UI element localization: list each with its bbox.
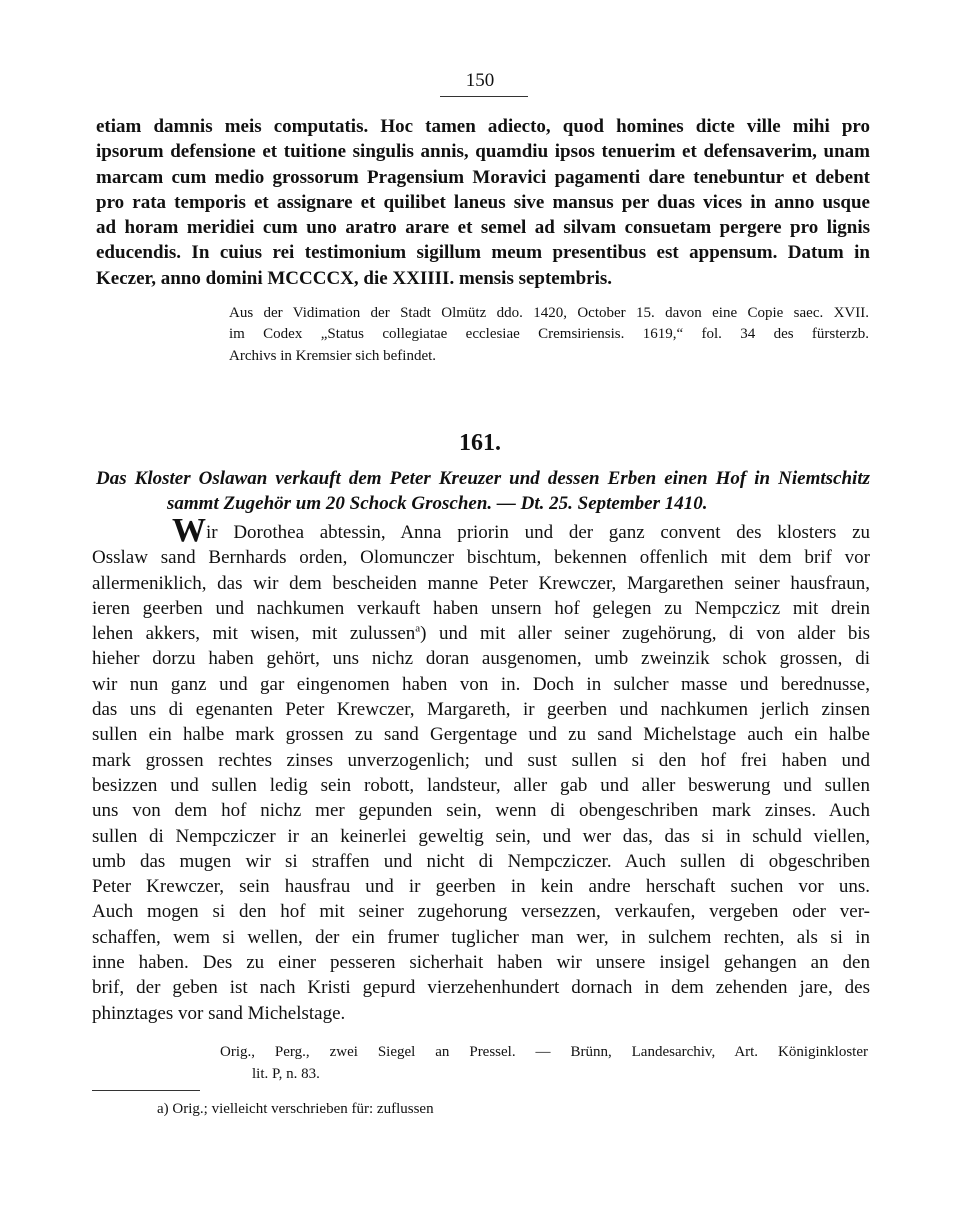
text-line: ipsorum defensione et tuitione singulis annis, quamdiu ipsos tenuerim et defensaverim, unam [96,141,870,163]
charter-line: phinztages vor sand Michelstage. [92,1002,346,1024]
source-note-line: Aus der Vidimation der Stadt Olmütz ddo. 1420, October 15. davon eine Copie saec. XVII. [229,305,869,321]
source-note-line: im Codex „Status collegiatae ecclesiae Cremsiriensis. 1619,“ fol. 34 des fürsterzb. [229,326,869,343]
charter-line [92,621,870,646]
source-note-line: lit. P, n. 83. [252,1066,320,1082]
footnote: a) Orig.; vielleicht verschrieben für: zuflussen [157,1101,434,1117]
charter-line: inne haben. Des zu einer pesseren sicherhait haben wir unsere insigel gehangen an den [92,952,870,974]
charter-line: brif, der geben ist nach Kristi gepurd vierzehenhundert dornach in dem zehenden jare, des [92,977,870,999]
charter-line: wir nun ganz und gar eingenomen haben von in. Doch in sulcher masse und berednusse, [92,673,870,695]
charter-line: Peter Krewczer, sein hausfrau und ir geerben in kein andre herschaft suchen vor uns. [92,876,870,898]
source-note [220,1041,868,1085]
source-note-line: Archivs in Kremsier sich befindet. [229,347,437,364]
charter-line: das uns di egenanten Peter Krewczer, Margareth, ir geerben und nachkumen jerlich zinsen [92,699,870,721]
charter-line: hieher dorzu haben gehört, uns nichz doran ausgenomen, umb zweinzik schok grossen, di [92,648,870,670]
initial-letter: W [172,512,206,549]
continuation-paragraph [96,114,870,291]
charter-line: sullen ein halbe mark grossen zu sand Gergentage und zu sand Michelstage auch ein halbe [92,724,870,746]
charter-line: sullen di Nempcziczer ir an keinerlei geweltig sein, und wer das, das si in schuld viellen, [92,825,870,847]
regest-line: sammt Zugehör um 20 Schock Groschen. — Dt. 25. September 1410. [167,493,708,514]
charter-line: Osslaw sand Bernhards orden, Olomunczer bischtum, bekennen offenlich mit dem brif vor [92,547,870,569]
charter-line: besizzen und sullen ledig sein robott, landsteur, aller gab und aller beswerung und sullen [92,774,870,796]
charter-first-line: ir Dorothea abtessin, Anna priorin und der ganz convent des klosters zu [206,522,870,543]
charter-line: umb das mugen wir si straffen und nicht di Nempcziczer. Auch sullen di obgeschriben [92,850,870,872]
text-line: marcam cum medio grossorum Pragensium Moravici pagamenti dare tenebuntur et debent [96,166,870,188]
page-number-rule [440,96,528,97]
charter-text [92,512,871,1026]
regest-line: Das Kloster Oslawan verkauft dem Peter Kreuzer und dessen Erben einen Hof in Niemtschitz [96,468,870,489]
text-line: Keczer, anno domini MCCCCX, die XXIIII. mensis septembris. [96,267,612,289]
charter-line: schaffen, wem si wellen, der ein frumer tuglicher man wer, in sulchem rechten, als si in [92,926,870,948]
source-note-line: Orig., Perg., zwei Siegel an Pressel. — Brünn, Landesarchiv, Art. Königinkloster [220,1044,868,1060]
footnote-marker: a [415,622,421,635]
text-line: ad horam meridiei cum uno aratro arare et semel ad silvam consuetam pergere pro lignis [96,217,870,239]
charter-line: mark grossen rechtes zinses unverzogenlich; und sust sullen si den hof frei haben und [92,749,870,771]
document-number: 161. [459,430,501,456]
charter-line-part: lehen akkers, mit wisen, mit zulussen [92,623,416,645]
charter-line: uns von dem hof nichz mer gepunden sein, wenn di obengeschriben mark zinses. Auch [92,800,870,822]
text-line: pro rata temporis et assignare et quilibet laneus sive mansus per duas vices in anno usque [96,191,870,213]
charter-line: ieren geerben und nachkumen verkauft haben unsern hof gelegen zu Nempczicz mit drein [92,597,870,619]
text-line: educendis. In cuius rei testimonium sigillum meum presentibus est appensum. Datum in [96,242,870,264]
page-number: 150 [465,70,495,91]
source-note [229,303,869,367]
charter-line-part: ) und mit aller seiner zugehörung, di von alder bis [420,623,871,645]
footnote-rule [92,1090,200,1091]
text-line: etiam damnis meis computatis. Hoc tamen adiecto, quod homines dicte ville mihi pro [96,116,870,137]
charter-line [92,520,870,545]
charter-line: Auch mogen si den hof mit seiner zugehorung versezzen, verkaufen, vergeben oder ver- [92,901,870,923]
regest-heading [96,466,870,516]
charter-line: allermeniklich, das wir dem bescheiden manne Peter Krewczer, Margarethen seiner hausfraun, [92,572,870,594]
